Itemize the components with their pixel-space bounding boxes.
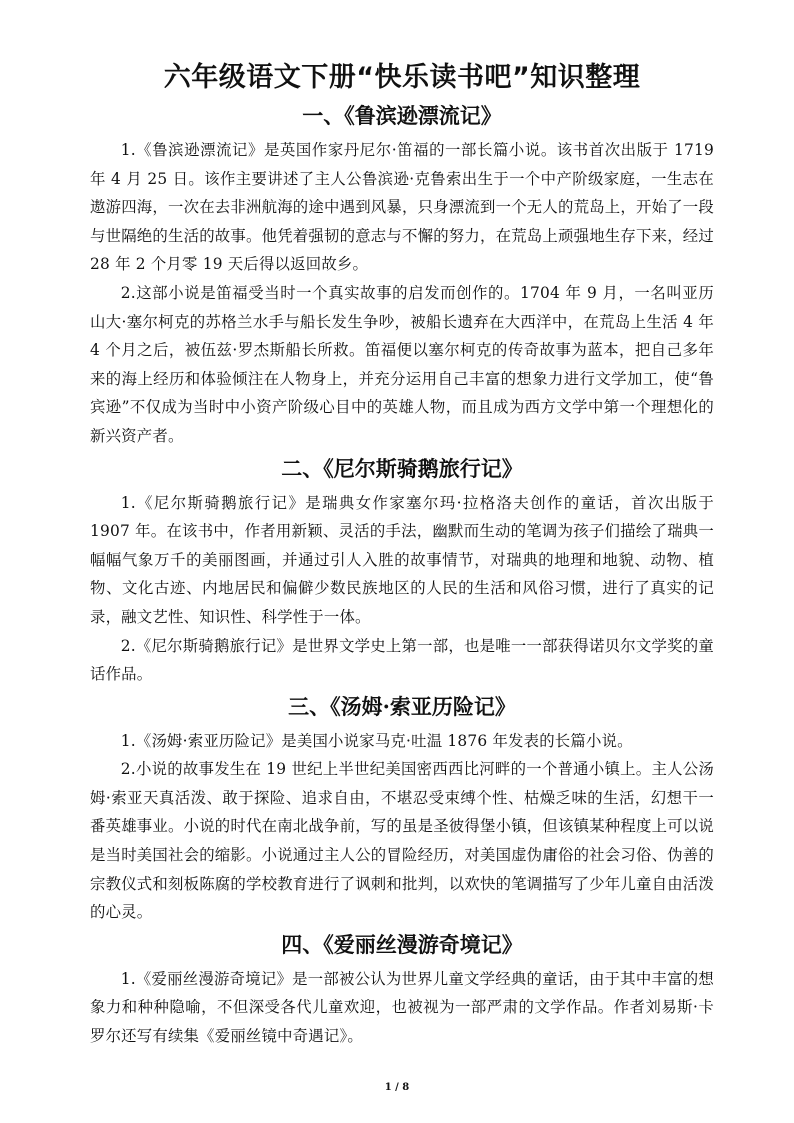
section-robinson (90, 100, 714, 451)
section-heading: 四、《爱丽丝漫游奇境记》 (281, 931, 523, 957)
paragraph: 1.《爱丽丝漫游奇境记》是一部被公认为世界儿童文学经典的童话，由于其中丰富的想象力和种种隐喻，不但深受各代儿童欢迎，也被视为一部严肃的文学作品。作者刘易斯·卡罗尔还写有续集《爱丽丝镜中奇遇记》。 (90, 969, 714, 1046)
section-heading: 二、《尼尔斯骑鹅旅行记》 (281, 455, 523, 481)
paragraph: 2.《尼尔斯骑鹅旅行记》是世界文学史上第一部，也是唯一一部获得诺贝尔文学奖的童话作品。 (90, 636, 714, 684)
document-page (90, 58, 714, 1051)
paragraph: 2.小说的故事发生在 19 世纪上半世纪美国密西西比河畔的一个普通小镇上。主人公汤姆·索亚天真活泼、敢于探险、追求自由，不堪忍受束缚个性、枯燥乏味的生活，幻想干一番英雄事业。小说的时代在南北战争前，写的虽是圣彼得堡小镇，但该镇某种程度上可以说是当时美国社会的缩影。小说通过主人公的冒险经历，对美国虚伪庸俗的社会习俗、伪善的宗教仪式和刻板陈腐的学校教育进行了讽刺和批判，以欢快的笔调描写了少年儿童自由活泼的心灵。 (90, 760, 714, 922)
paragraph: 1.《汤姆·索亚历险记》是美国小说家马克·吐温 1876 年发表的长篇小说。 (120, 731, 633, 750)
paragraph: 2.这部小说是笛福受当时一个真实故事的启发而创作的。1704 年 9 月，一名叫亚历山大·塞尔柯克的苏格兰水手与船长发生争吵，被船长遗弃在大西洋中，在荒岛上生活 4 年 4 个月之后，被伍兹·罗杰斯船长所救。笛福便以塞尔柯克的传奇故事为蓝本，把自己多年来的海上经历和体验倾注在人物身上，并充分运用自己丰富的想象力进行文学加工，使“鲁宾逊”不仅成为当时中小资产阶级心目中的英雄人物，而且成为西方文学中第一个理想化的新兴资产者。 (90, 283, 714, 445)
paragraph: 1.《鲁滨逊漂流记》是英国作家丹尼尔·笛福的一部长篇小说。该书首次出版于 1719 年 4 月 25 日。该作主要讲述了主人公鲁滨逊·克鲁索出生于一个中产阶级家庭，一生志在遨游四海，一次在去非洲航海的途中遇到风暴，只身漂流到一个无人的荒岛上，开始了一段与世隔绝的生活的故事。他凭着强韧的意志与不懈的努力，在荒岛上顽强地生存下来，经过 28 年 2 个月零 19 天后得以返回故乡。 (90, 141, 714, 274)
section-heading: 三、《汤姆·索亚历险记》 (288, 693, 516, 719)
section-tom-sawyer (90, 691, 714, 927)
paragraph: 1.《尼尔斯骑鹅旅行记》是瑞典女作家塞尔玛·拉格洛夫创作的童话，首次出版于 1907 年。在该书中，作者用新颖、灵活的手法，幽默而生动的笔调为孩子们描绘了瑞典一幅幅气象万千的美丽图画，并通过引人入胜的故事情节，对瑞典的地理和地貌、动物、植物、文化古迹、内地居民和偏僻少数民族地区的人民的生活和风俗习惯，进行了真实的记录，融文艺性、知识性、科学性于一体。 (90, 493, 714, 626)
section-nils (90, 453, 714, 689)
document-title: 六年级语文下册“快乐读书吧”知识整理 (163, 62, 641, 93)
section-heading: 一、《鲁滨逊漂流记》 (302, 103, 502, 128)
page-number: 1 / 8 (384, 1082, 410, 1093)
section-alice (90, 929, 714, 1051)
